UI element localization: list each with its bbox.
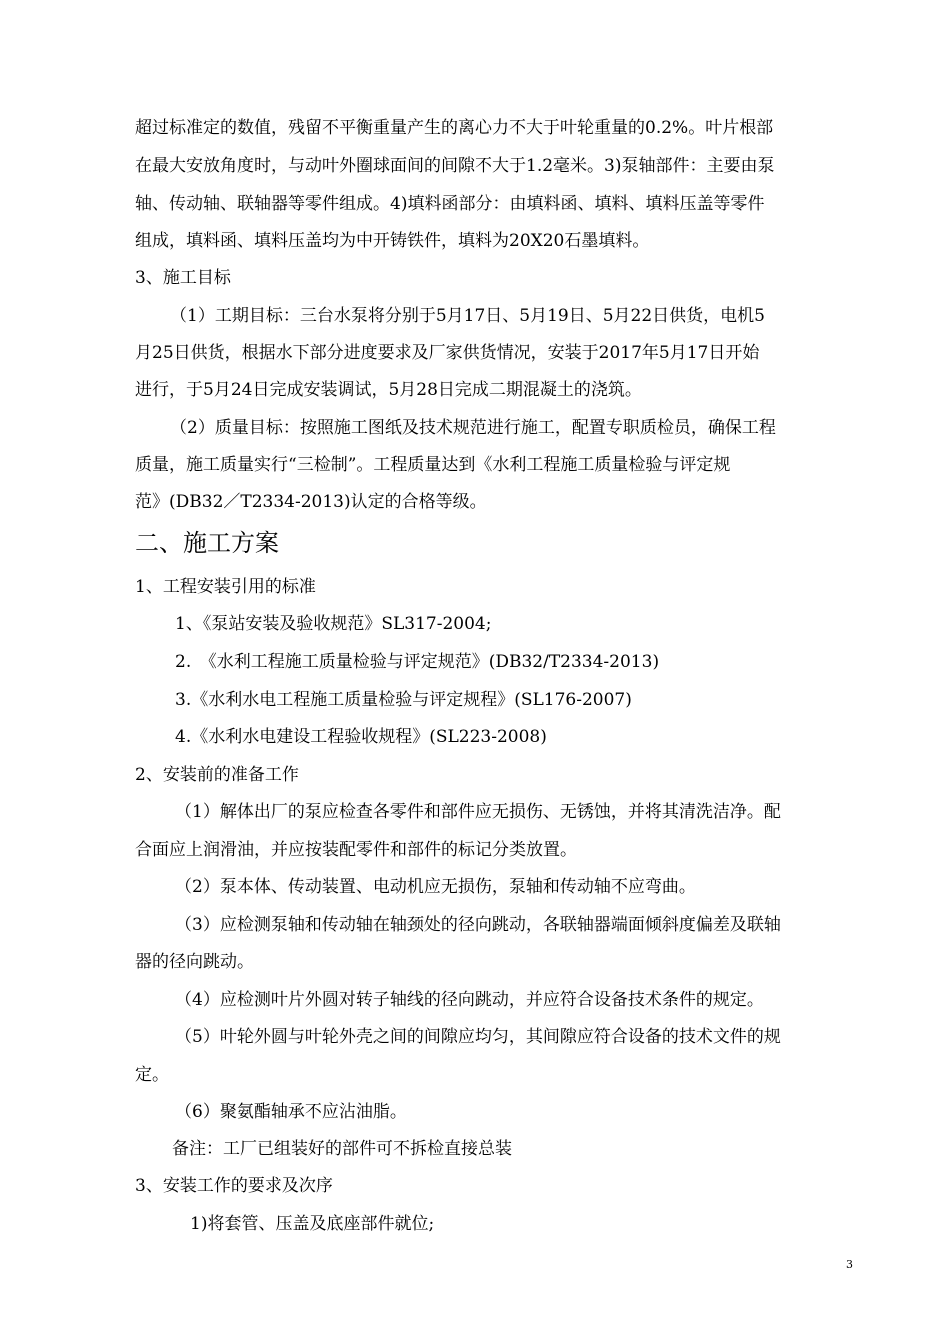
para-line: 质量，施工质量实行“三检制”。工程质量达到《水利工程施工质量检验与评定规 [135,455,731,475]
para-line: （5）叶轮外圆与叶轮外壳之间的间隙应均匀，其间隙应符合设备的技术文件的规 [175,1027,781,1047]
para-line: （1）工期目标：三台水泵将分别于5月17日、5月19日、5月22日供货，电机5 [170,306,765,326]
list-item: 3.《水利水电工程施工质量检验与评定规程》(SL176-2007) [175,690,632,710]
list-item: 1)将套管、压盖及底座部件就位; [190,1214,435,1234]
section-heading-prep: 2、安装前的准备工作 [135,765,299,785]
list-item: 1、《泵站安装及验收规范》SL317-2004; [175,614,492,634]
para-line: 范》(DB32／T2334-2013)认定的合格等级。 [135,492,487,512]
para-line: （2）泵本体、传动装置、电动机应无损伤，泵轴和传动轴不应弯曲。 [175,877,696,897]
chapter-heading: 二、施工方案 [135,529,279,557]
para-line: 合面应上润滑油，并应按装配零件和部件的标记分类放置。 [135,840,577,860]
para-line: 器的径向跳动。 [135,952,254,972]
para-line: 定。 [135,1065,169,1085]
para-line: （3）应检测泵轴和传动轴在轴颈处的径向跳动，各联轴器端面倾斜度偏差及联轴 [175,915,781,935]
para-line: （6）聚氨酯轴承不应沾油脂。 [175,1102,407,1122]
para-line: 超过标准定的数值，残留不平衡重量产生的离心力不大于叶轮重量的0.2%。叶片根部 [135,118,774,138]
para-line: （4）应检测叶片外圆对转子轴线的径向跳动，并应符合设备技术条件的规定。 [175,990,764,1010]
para-line: 组成，填料函、填料压盖均为中开铸铁件，填料为20X20石墨填料。 [135,231,650,251]
para-line: （1）解体出厂的泵应检查各零件和部件应无损伤、无锈蚀，并将其清洗洁净。配 [175,802,781,822]
list-item: 4.《水利水电建设工程验收规程》(SL223-2008) [175,727,547,747]
para-line: 轴、传动轴、联轴器等零件组成。4)填料函部分：由填料函、填料、填料压盖等零件 [135,194,765,214]
para-line: （2）质量目标：按照施工图纸及技术规范进行施工，配置专职质检员，确保工程 [170,418,776,438]
remark-line: 备注：工厂已组装好的部件可不拆检直接总装 [172,1139,512,1159]
section-heading-install: 3、安装工作的要求及次序 [135,1176,333,1196]
section-heading-goals: 3、施工目标 [135,268,231,288]
list-item: 2. 《水利工程施工质量检验与评定规范》(DB32/T2334-2013) [175,652,660,672]
para-line: 在最大安放角度时，与动叶外圈球面间的间隙不大于1.2毫米。3)泵轴部件：主要由泵 [135,156,775,176]
section-heading-standards: 1、工程安装引用的标准 [135,577,316,597]
para-line: 月25日供货，根据水下部分进度要求及厂家供货情况，安装于2017年5月17日开始 [135,343,760,363]
para-line: 进行，于5月24日完成安装调试，5月28日完成二期混凝土的浇筑。 [135,380,642,400]
page-number: 3 [846,1258,853,1271]
